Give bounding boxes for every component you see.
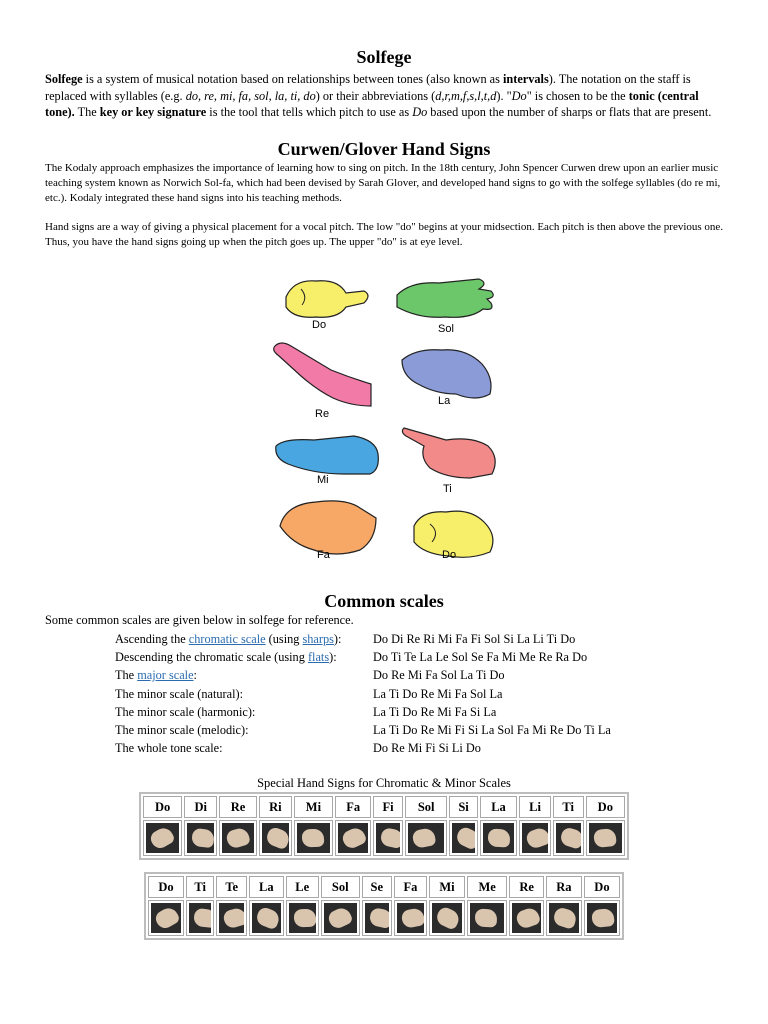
hand-photo-icon <box>587 903 617 933</box>
syllable-header: Mi <box>429 876 465 898</box>
hand-photo-icon <box>376 823 400 853</box>
syllable-header: Ti <box>553 796 584 818</box>
hand-photo-icon <box>589 823 622 853</box>
syllable-header: Ra <box>546 876 582 898</box>
hand-photo-icon <box>408 823 444 853</box>
hand-sign-photo-cell <box>405 820 447 856</box>
syllable-header: Fi <box>373 796 403 818</box>
hand-photo-icon <box>397 903 424 933</box>
hand-sign-photo-cell <box>184 820 217 856</box>
scale-notes: Do Ti Te La Le Sol Se Fa Mi Me Re Ra Do <box>373 650 588 665</box>
hand-sign-photo-cell <box>148 900 184 936</box>
scale-name: Ascending the chromatic scale (using sharps): <box>115 632 342 646</box>
hand-photo-icon <box>452 823 474 853</box>
re-hand-icon <box>271 340 381 410</box>
scale-notes: Do Re Mi Fi Si Li Do <box>373 741 481 756</box>
hand-photo-icon <box>512 903 541 933</box>
hand-photo-icon <box>556 823 581 853</box>
mi-hand-icon <box>274 430 384 500</box>
hand-label: Fa <box>317 549 330 561</box>
syllable-header: Do <box>148 876 184 898</box>
scale-name: Descending the chromatic scale (using flats): <box>115 650 337 665</box>
hand-photo-icon <box>338 823 368 853</box>
hand-sign-photo-cell <box>509 900 544 936</box>
hand-label: Ti <box>443 483 452 495</box>
syllable-header: Le <box>286 876 319 898</box>
hand-label: Mi <box>317 474 329 486</box>
hand-sign-photo-cell <box>480 820 518 856</box>
do-hand-icon <box>276 267 386 337</box>
syllable-header: Fa <box>394 876 427 898</box>
syllable-header: Te <box>216 876 247 898</box>
scale-name: The major scale: <box>115 668 197 683</box>
hand-photo-icon <box>189 903 211 933</box>
hand-sign-photo-cell <box>429 900 465 936</box>
hand-photo-icon <box>151 903 181 933</box>
syllable-header: Mi <box>294 796 333 818</box>
hand-photo-icon <box>522 823 547 853</box>
hand-sign-photo-cell <box>519 820 550 856</box>
syllable-header: Sol <box>321 876 360 898</box>
hand-photo-icon <box>222 823 254 853</box>
scale-notes: La Ti Do Re Mi Fa Si La <box>373 704 497 719</box>
scale-row <box>115 739 715 757</box>
chromatic-scale-link[interactable]: chromatic scale <box>188 632 266 646</box>
hand-sign-photo-cell <box>321 900 360 936</box>
scale-row <box>115 703 715 721</box>
hand-photo-icon <box>252 903 281 933</box>
hand-sign-photo-cell <box>394 900 427 936</box>
scale-name: The minor scale (harmonic): <box>115 704 256 719</box>
syllable-header: Do <box>584 876 620 898</box>
scale-row <box>115 630 715 648</box>
do-high-hand-icon <box>406 502 516 572</box>
scale-name: The whole tone scale: <box>115 741 223 756</box>
hand-sign-photo-cell <box>286 900 319 936</box>
table-photo-row <box>148 900 620 936</box>
hand-sign-photo-cell <box>335 820 371 856</box>
table-header-row <box>148 876 620 898</box>
hand-sign-photo-cell <box>373 820 403 856</box>
scales-intro: Some common scales are given below in solfege for reference. <box>45 613 354 627</box>
hand-label: Re <box>315 408 330 420</box>
special-signs-caption: Special Hand Signs for Chromatic & Minor Scales <box>257 776 511 790</box>
descending-signs-table <box>144 872 624 940</box>
syllable-header: Se <box>362 876 392 898</box>
syllable-header: Fa <box>335 796 371 818</box>
hand-sign-photo-cell <box>546 900 582 936</box>
hand-sign-photo-cell <box>143 820 182 856</box>
la-hand-icon <box>396 344 506 414</box>
ti-hand-icon <box>400 422 510 492</box>
hand-photo-icon <box>289 903 316 933</box>
syllable-header: Li <box>519 796 550 818</box>
syllable-header: Re <box>509 876 544 898</box>
hand-photo-icon <box>470 903 504 933</box>
hand-sign-photo-cell <box>186 900 214 936</box>
hand-photo-icon <box>432 903 462 933</box>
scale-notes: La Ti Do Re Mi Fa Sol La <box>373 686 503 701</box>
scale-notes: Do Re Mi Fa Sol La Ti Do <box>373 668 505 683</box>
hand-sign-photo-cell <box>584 900 620 936</box>
syllable-header: La <box>480 796 518 818</box>
scale-name: The minor scale (natural): <box>115 686 244 701</box>
fa-hand-icon <box>276 494 386 564</box>
hand-photo-icon <box>146 823 179 853</box>
hand-photo-icon <box>483 823 515 853</box>
scale-notes: La Ti Do Re Mi Fi Si La Sol Fa Mi Re Do Ti La <box>373 722 611 737</box>
common-scales-heading: Common scales <box>324 591 444 611</box>
scale-row <box>115 666 715 684</box>
hand-photo-icon <box>187 823 214 853</box>
syllable-header: Re <box>219 796 257 818</box>
hand-sign-photo-cell <box>449 820 477 856</box>
syllable-header: La <box>249 876 284 898</box>
major-scale-link[interactable]: major scale <box>137 668 194 683</box>
hand-photo-icon <box>262 823 289 853</box>
hand-label: Do <box>442 549 457 561</box>
hand-sign-photo-cell <box>259 820 292 856</box>
kodaly-paragraph: The Kodaly approach emphasizes the importance of learning how to sing on pitch. In the 18th century, John Spencer Curwen drew upon an earlier music teaching system known as Norwich Sol-fa, which had been devised by Sarah Glover, and developed hand signs to go with the solfege syllables (do re mi, etc.). Kodaly integrated these hand signs into his teaching methods. <box>45 162 721 204</box>
hand-sign-photo-cell <box>219 820 257 856</box>
syllable-header: Di <box>184 796 217 818</box>
hand-label: La <box>438 395 451 407</box>
syllable-header: Do <box>586 796 625 818</box>
syllable-header: Ri <box>259 796 292 818</box>
hand-label: Do <box>312 319 327 331</box>
hand-sign-photo-cell <box>467 900 507 936</box>
scales-list <box>115 630 715 757</box>
hand-sign-photo-cell <box>362 900 392 936</box>
intro-paragraph: Solfege is a system of musical notation based on relationships between tones (also known as intervals). The notation on the staff is replaced with syllables (e.g. do, re, mi, fa, sol, la, ti, do) or their abbreviations (d,r,m,f,s,l,t,d). "Do" is chosen to be the tonic (central tone). The key or key signature is the tool that tells which pitch to use as Do based upon the number of sharps or flats that are present. <box>45 72 712 119</box>
ascending-signs-table <box>139 792 629 860</box>
hand-photo-icon <box>219 903 244 933</box>
page-title: Solfege <box>356 47 412 67</box>
hand-signs-heading: Curwen/Glover Hand Signs <box>277 139 491 159</box>
hand-label: Sol <box>438 323 454 335</box>
scale-row <box>115 685 715 703</box>
scale-row <box>115 648 715 666</box>
hand-signs-illustration <box>266 262 506 572</box>
hand-photo-icon <box>297 823 330 853</box>
hand-sign-photo-cell <box>586 820 625 856</box>
scale-notes: Do Di Re Ri Mi Fa Fi Sol Si La Li Ti Do <box>373 632 576 646</box>
hand-sign-photo-cell <box>216 900 247 936</box>
syllable-header: Si <box>449 796 477 818</box>
flats-link[interactable]: flats <box>307 650 330 665</box>
table-header-row <box>143 796 625 818</box>
sharps-link[interactable]: sharps <box>302 632 334 646</box>
hand-sign-photo-cell <box>249 900 284 936</box>
hand-photo-icon <box>549 903 579 933</box>
hand-signs-paragraph: Hand signs are a way of giving a physical placement for a vocal pitch. The low "do" begins at your midsection. Each pitch is then above the previous one. Thus, you have the hand signs going up when the pitch goes up. The upper "do" is at eye level. <box>45 221 724 248</box>
syllable-header: Me <box>467 876 507 898</box>
hand-photo-icon <box>365 903 389 933</box>
table-photo-row <box>143 820 625 856</box>
scale-row <box>115 721 715 739</box>
syllable-header: Do <box>143 796 182 818</box>
hand-photo-icon <box>324 903 357 933</box>
hand-sign-photo-cell <box>294 820 333 856</box>
syllable-header: Ti <box>186 876 214 898</box>
syllable-header: Sol <box>405 796 447 818</box>
scale-name: The minor scale (melodic): <box>115 722 249 737</box>
hand-sign-photo-cell <box>553 820 584 856</box>
